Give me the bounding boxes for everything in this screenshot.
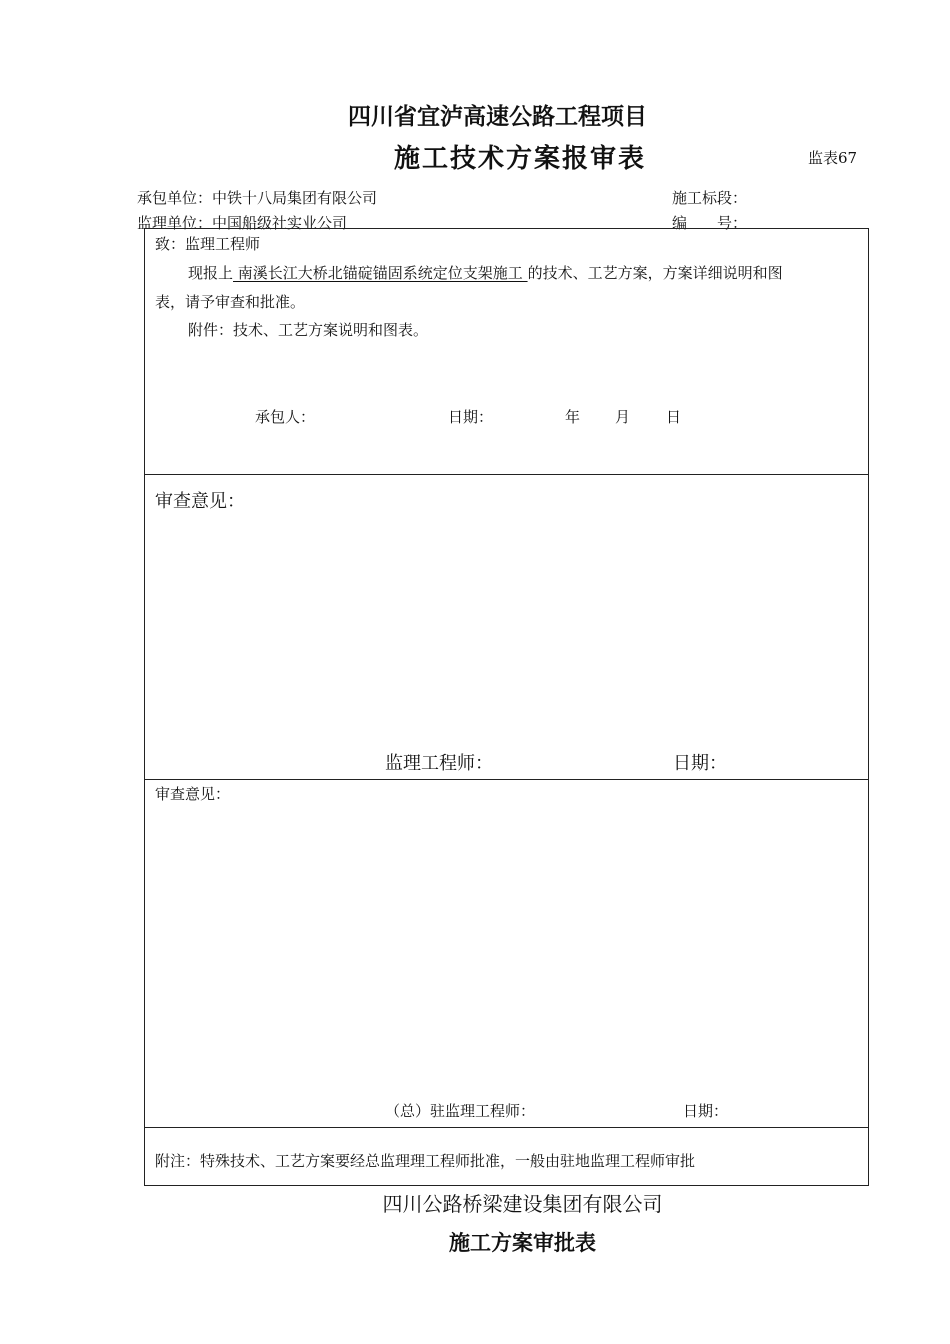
addressee: 致：监理工程师 <box>155 235 261 253</box>
row-divider <box>145 474 868 475</box>
review-date-label: 日期： <box>673 753 727 774</box>
form-title: 施工技术方案报审表 <box>393 144 646 174</box>
day-label: 日 <box>666 408 682 426</box>
final-date-label: 日期： <box>683 1102 729 1120</box>
report-prefix: 现报上 <box>188 264 234 282</box>
row-divider <box>145 1127 868 1128</box>
section-label: 施工标段： <box>672 189 748 207</box>
date-label: 日期： <box>448 408 494 426</box>
review-opinion-label: 审查意见： <box>155 491 245 512</box>
supervising-engineer-label: 监理工程师： <box>385 753 493 774</box>
attachment-note: 附件：技术、工艺方案说明和图表。 <box>188 321 429 339</box>
row-divider <box>145 779 868 780</box>
number-label: 编 号： <box>672 214 748 232</box>
year-label: 年 <box>565 408 581 426</box>
month-label: 月 <box>615 408 631 426</box>
footnote: 附注：特殊技术、工艺方案要经总监理理工程师批准，一般由驻地监理工程师审批 <box>155 1152 696 1170</box>
project-title: 四川省宜泸高速公路工程项目 <box>348 104 647 130</box>
resident-engineer-label: （总）驻监理工程师： <box>385 1102 536 1120</box>
footer-company: 四川公路桥梁建设集团有限公司 <box>382 1192 663 1216</box>
form-number: 监表67 <box>808 149 858 167</box>
contractor-label: 承包单位：中铁十八局集团有限公司 <box>137 189 378 207</box>
footer-form-title: 施工方案审批表 <box>449 1231 596 1255</box>
report-line <box>188 262 783 283</box>
report-line-2: 表，请予审查和批准。 <box>155 293 306 311</box>
report-subject: 南溪长江大桥北锚碇锚固系统定位支架施工 <box>233 264 528 282</box>
approval-table <box>144 228 869 1186</box>
supervisor-label: 监理单位：中国船级社实业公司 <box>137 214 348 232</box>
contractor-signature-label: 承包人： <box>255 408 316 426</box>
final-opinion-label: 审查意见： <box>155 785 231 803</box>
report-suffix: 的技术、工艺方案，方案详细说明和图 <box>527 264 783 282</box>
